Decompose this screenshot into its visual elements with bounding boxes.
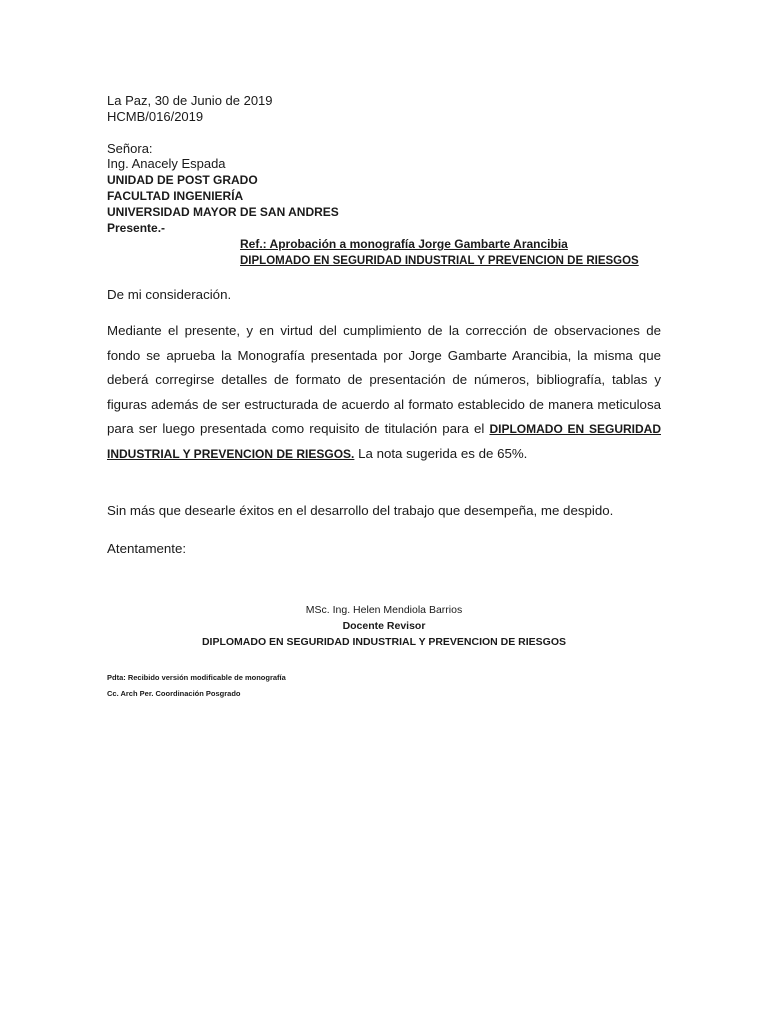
document-code: HCMB/016/2019 [107, 109, 204, 124]
recipient-unit: UNIDAD DE POST GRADO [107, 173, 258, 187]
program-highlight: DIPLOMADO EN SEGURIDAD INDUSTRIAL Y PREVENCION DE RIESGOS. [107, 422, 661, 461]
presente-label: Presente.- [107, 221, 166, 235]
carbon-copy: Cc. Arch Per. Coordinación Posgrado [107, 689, 241, 698]
recipient-name: Ing. Anacely Espada [107, 156, 226, 171]
body-paragraph [107, 319, 661, 466]
closing: Atentamente: [107, 541, 187, 556]
body-paragraph-tail: La nota sugerida es de 65%. [354, 445, 528, 461]
reference-program: DIPLOMADO EN SEGURIDAD INDUSTRIAL Y PREVENCION DE RIESGOS [240, 255, 639, 267]
recipient-university: UNIVERSIDAD MAYOR DE SAN ANDRES [107, 205, 339, 219]
recipient-faculty: FACULTAD INGENIERÍA [107, 189, 244, 203]
signer-name: MSc. Ing. Helen Mendiola Barrios [305, 604, 463, 616]
signer-program: DIPLOMADO EN SEGURIDAD INDUSTRIAL Y PREVENCION DE RIESGOS [201, 636, 567, 648]
body-paragraph-text: Mediante el presente, y en virtud del cumplimiento de la corrección de observaciones de fondo se aprueba la Monografía presentada por Jorge Gambarte Arancibia, la misma que deberá corregirse detalles de formato de presentación de números, bibliografía, tablas y figuras además de ser estructurada de acuerdo al formato establecido de manera meticulosa para ser luego presentada como requisito de titulación para el [107, 323, 661, 436]
salutation: Señora: [107, 141, 153, 156]
place-date: La Paz, 30 de Junio de 2019 [107, 93, 273, 108]
reference-line: Ref.: Aprobación a monografía Jorge Gambarte Arancibia [240, 237, 568, 251]
greeting: De mi consideración. [107, 287, 232, 302]
farewell-paragraph: Sin más que desearle éxitos en el desarrollo del trabajo que desempeña, me despido. [107, 503, 614, 518]
signer-role: Docente Revisor [342, 620, 426, 632]
postscript: Pdta: Recibido versión modificable de monografía [107, 673, 286, 682]
